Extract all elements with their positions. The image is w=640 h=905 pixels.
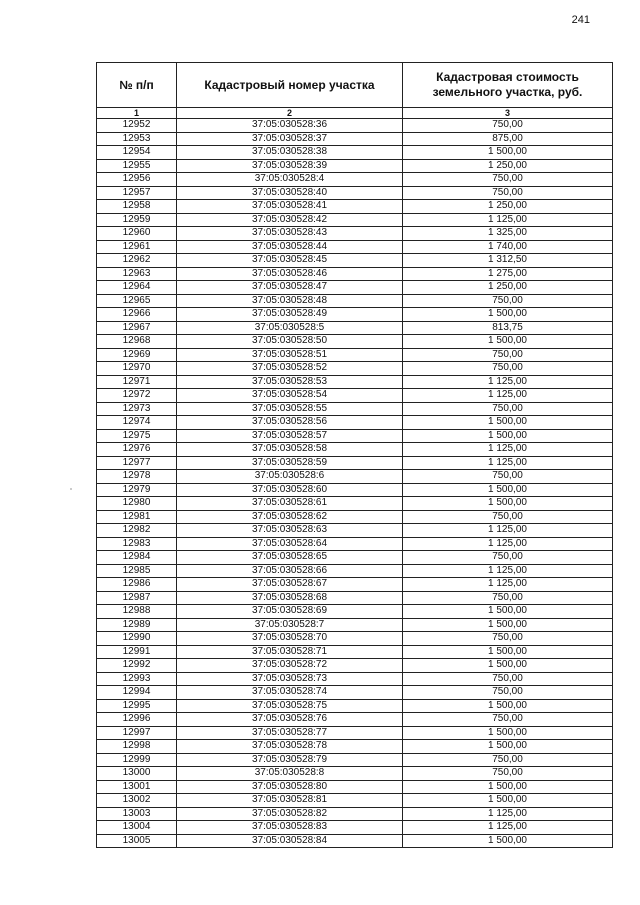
cadastral-value-cell: 750,00	[403, 173, 613, 187]
cadastral-table	[96, 62, 613, 848]
row-index-cell: 12955	[97, 159, 177, 173]
table-row	[97, 470, 613, 484]
cadastral-value-cell: 1 500,00	[403, 497, 613, 511]
cadastral-number-cell: 37:05:030528:43	[177, 227, 403, 241]
cadastral-value-cell: 750,00	[403, 362, 613, 376]
cadastral-number-cell: 37:05:030528:82	[177, 807, 403, 821]
cadastral-number-cell: 37:05:030528:80	[177, 780, 403, 794]
cadastral-number-cell: 37:05:030528:64	[177, 537, 403, 551]
table-row	[97, 699, 613, 713]
row-index-cell: 12998	[97, 740, 177, 754]
cadastral-number-cell: 37:05:030528:76	[177, 713, 403, 727]
cadastral-number-cell: 37:05:030528:46	[177, 267, 403, 281]
table-row	[97, 429, 613, 443]
table-row	[97, 483, 613, 497]
cadastral-number-cell: 37:05:030528:83	[177, 821, 403, 835]
table-row	[97, 213, 613, 227]
cadastral-number-cell: 37:05:030528:57	[177, 429, 403, 443]
cadastral-value-cell: 1 740,00	[403, 240, 613, 254]
table-row	[97, 780, 613, 794]
cadastral-number-cell: 37:05:030528:45	[177, 254, 403, 268]
row-index-cell: 12953	[97, 132, 177, 146]
cadastral-value-cell: 1 500,00	[403, 659, 613, 673]
table-row	[97, 632, 613, 646]
page-number: 241	[571, 14, 590, 26]
table-row	[97, 551, 613, 565]
cadastral-number-cell: 37:05:030528:66	[177, 564, 403, 578]
cadastral-value-cell: 1 500,00	[403, 335, 613, 349]
scan-speck	[70, 488, 72, 490]
row-index-cell: 12997	[97, 726, 177, 740]
cadastral-value-cell: 1 250,00	[403, 159, 613, 173]
cadastral-value-cell: 1 125,00	[403, 443, 613, 457]
table-row	[97, 713, 613, 727]
cadastral-number-cell: 37:05:030528:70	[177, 632, 403, 646]
cadastral-value-cell: 1 500,00	[403, 618, 613, 632]
table-row	[97, 537, 613, 551]
row-index-cell: 12957	[97, 186, 177, 200]
cadastral-value-cell: 1 312,50	[403, 254, 613, 268]
table-row	[97, 605, 613, 619]
row-index-cell: 12966	[97, 308, 177, 322]
row-index-cell: 12971	[97, 375, 177, 389]
cadastral-number-cell: 37:05:030528:5	[177, 321, 403, 335]
cadastral-value-cell: 750,00	[403, 767, 613, 781]
table-row	[97, 767, 613, 781]
row-index-cell: 12964	[97, 281, 177, 295]
cadastral-number-cell: 37:05:030528:69	[177, 605, 403, 619]
row-index-cell: 12974	[97, 416, 177, 430]
cadastral-value-cell: 1 125,00	[403, 375, 613, 389]
cadastral-number-cell: 37:05:030528:50	[177, 335, 403, 349]
table-row	[97, 335, 613, 349]
row-index-cell: 12970	[97, 362, 177, 376]
row-index-cell: 12987	[97, 591, 177, 605]
table-row	[97, 497, 613, 511]
table-row	[97, 227, 613, 241]
row-index-cell: 12958	[97, 200, 177, 214]
cadastral-number-cell: 37:05:030528:59	[177, 456, 403, 470]
table-row	[97, 794, 613, 808]
cadastral-value-cell: 1 500,00	[403, 429, 613, 443]
table-row	[97, 200, 613, 214]
cadastral-number-cell: 37:05:030528:65	[177, 551, 403, 565]
cadastral-number-cell: 37:05:030528:41	[177, 200, 403, 214]
row-index-cell: 12961	[97, 240, 177, 254]
table-row	[97, 591, 613, 605]
row-index-cell: 12980	[97, 497, 177, 511]
table-row	[97, 807, 613, 821]
table-row	[97, 308, 613, 322]
cadastral-value-cell: 1 125,00	[403, 456, 613, 470]
cadastral-number-cell: 37:05:030528:81	[177, 794, 403, 808]
table-row	[97, 348, 613, 362]
row-index-cell: 12952	[97, 119, 177, 133]
table-row	[97, 456, 613, 470]
row-index-cell: 12956	[97, 173, 177, 187]
table-row	[97, 375, 613, 389]
row-index-cell: 12989	[97, 618, 177, 632]
cadastral-value-cell: 1 500,00	[403, 308, 613, 322]
column-number: 1	[97, 108, 177, 119]
table-row	[97, 294, 613, 308]
table-row	[97, 132, 613, 146]
row-index-cell: 12969	[97, 348, 177, 362]
cadastral-value-cell: 1 500,00	[403, 699, 613, 713]
row-index-cell: 12976	[97, 443, 177, 457]
cadastral-number-cell: 37:05:030528:8	[177, 767, 403, 781]
cadastral-number-cell: 37:05:030528:7	[177, 618, 403, 632]
row-index-cell: 12981	[97, 510, 177, 524]
table-row	[97, 240, 613, 254]
cadastral-value-cell: 1 125,00	[403, 821, 613, 835]
table-row	[97, 672, 613, 686]
cadastral-value-cell: 750,00	[403, 551, 613, 565]
cadastral-value-cell: 875,00	[403, 132, 613, 146]
cadastral-value-cell: 750,00	[403, 294, 613, 308]
cadastral-value-cell: 750,00	[403, 510, 613, 524]
row-index-cell: 12960	[97, 227, 177, 241]
table-row	[97, 578, 613, 592]
cadastral-value-cell: 1 500,00	[403, 794, 613, 808]
table-row	[97, 524, 613, 538]
table-row	[97, 173, 613, 187]
cadastral-number-cell: 37:05:030528:48	[177, 294, 403, 308]
cadastral-number-cell: 37:05:030528:49	[177, 308, 403, 322]
cadastral-value-cell: 1 275,00	[403, 267, 613, 281]
row-index-cell: 12991	[97, 645, 177, 659]
table-row	[97, 267, 613, 281]
table-row	[97, 645, 613, 659]
table-row	[97, 834, 613, 848]
cadastral-value-cell: 1 125,00	[403, 578, 613, 592]
table-row	[97, 159, 613, 173]
table-row	[97, 321, 613, 335]
cadastral-number-cell: 37:05:030528:79	[177, 753, 403, 767]
row-index-cell: 12954	[97, 146, 177, 160]
cadastral-value-cell: 750,00	[403, 348, 613, 362]
cadastral-value-cell: 1 250,00	[403, 281, 613, 295]
row-index-cell: 12962	[97, 254, 177, 268]
cadastral-value-cell: 750,00	[403, 186, 613, 200]
cadastral-number-cell: 37:05:030528:75	[177, 699, 403, 713]
row-index-cell: 12973	[97, 402, 177, 416]
row-index-cell: 12994	[97, 686, 177, 700]
cadastral-number-cell: 37:05:030528:42	[177, 213, 403, 227]
cadastral-number-cell: 37:05:030528:74	[177, 686, 403, 700]
cadastral-number-cell: 37:05:030528:61	[177, 497, 403, 511]
cadastral-value-cell: 1 500,00	[403, 834, 613, 848]
cadastral-value-cell: 1 125,00	[403, 537, 613, 551]
row-index-cell: 12985	[97, 564, 177, 578]
cadastral-number-cell: 37:05:030528:53	[177, 375, 403, 389]
table-row	[97, 402, 613, 416]
row-index-cell: 12968	[97, 335, 177, 349]
cadastral-number-cell: 37:05:030528:72	[177, 659, 403, 673]
table-row	[97, 254, 613, 268]
row-index-cell: 12982	[97, 524, 177, 538]
row-index-cell: 12972	[97, 389, 177, 403]
row-index-cell: 12986	[97, 578, 177, 592]
cadastral-number-cell: 37:05:030528:39	[177, 159, 403, 173]
cadastral-value-cell: 1 325,00	[403, 227, 613, 241]
row-index-cell: 13005	[97, 834, 177, 848]
cadastral-value-cell: 1 500,00	[403, 146, 613, 160]
row-index-cell: 12979	[97, 483, 177, 497]
cadastral-value-cell: 1 500,00	[403, 605, 613, 619]
cadastral-number-cell: 37:05:030528:54	[177, 389, 403, 403]
row-index-cell: 12988	[97, 605, 177, 619]
cadastral-value-cell: 1 125,00	[403, 524, 613, 538]
row-index-cell: 13002	[97, 794, 177, 808]
row-index-cell: 12990	[97, 632, 177, 646]
row-index-cell: 13000	[97, 767, 177, 781]
cadastral-value-cell: 750,00	[403, 713, 613, 727]
cadastral-number-cell: 37:05:030528:63	[177, 524, 403, 538]
table-row	[97, 281, 613, 295]
cadastral-number-cell: 37:05:030528:68	[177, 591, 403, 605]
cadastral-number-cell: 37:05:030528:67	[177, 578, 403, 592]
table-row	[97, 146, 613, 160]
cadastral-number-cell: 37:05:030528:44	[177, 240, 403, 254]
column-number: 3	[403, 108, 613, 119]
cadastral-number-cell: 37:05:030528:51	[177, 348, 403, 362]
cadastral-value-cell: 750,00	[403, 672, 613, 686]
cadastral-number-cell: 37:05:030528:71	[177, 645, 403, 659]
row-index-cell: 12983	[97, 537, 177, 551]
row-index-cell: 12996	[97, 713, 177, 727]
cadastral-value-cell: 1 500,00	[403, 780, 613, 794]
table-row	[97, 686, 613, 700]
row-index-cell: 12965	[97, 294, 177, 308]
cadastral-value-cell: 1 125,00	[403, 564, 613, 578]
cadastral-number-cell: 37:05:030528:84	[177, 834, 403, 848]
cadastral-value-cell: 1 125,00	[403, 213, 613, 227]
row-index-cell: 12975	[97, 429, 177, 443]
cadastral-value-cell: 1 500,00	[403, 726, 613, 740]
cadastral-value-cell: 1 500,00	[403, 645, 613, 659]
cadastral-value-cell: 1 125,00	[403, 807, 613, 821]
header-cadastral-value: Кадастровая стоимость земельного участка, руб.	[403, 63, 613, 108]
cadastral-number-cell: 37:05:030528:73	[177, 672, 403, 686]
cadastral-value-cell: 750,00	[403, 753, 613, 767]
table-row	[97, 510, 613, 524]
row-index-cell: 12999	[97, 753, 177, 767]
cadastral-number-cell: 37:05:030528:78	[177, 740, 403, 754]
cadastral-number-cell: 37:05:030528:77	[177, 726, 403, 740]
table-row	[97, 564, 613, 578]
table-row	[97, 362, 613, 376]
cadastral-value-cell: 750,00	[403, 470, 613, 484]
table-body	[97, 119, 613, 848]
row-index-cell: 12977	[97, 456, 177, 470]
cadastral-number-cell: 37:05:030528:55	[177, 402, 403, 416]
table-row	[97, 186, 613, 200]
table-row	[97, 389, 613, 403]
cadastral-number-cell: 37:05:030528:62	[177, 510, 403, 524]
table-row	[97, 726, 613, 740]
row-index-cell: 12967	[97, 321, 177, 335]
cadastral-number-cell: 37:05:030528:38	[177, 146, 403, 160]
row-index-cell: 13004	[97, 821, 177, 835]
cadastral-number-cell: 37:05:030528:58	[177, 443, 403, 457]
cadastral-number-cell: 37:05:030528:52	[177, 362, 403, 376]
column-number: 2	[177, 108, 403, 119]
row-index-cell: 13003	[97, 807, 177, 821]
cadastral-value-cell: 750,00	[403, 686, 613, 700]
cadastral-value-cell: 1 500,00	[403, 416, 613, 430]
cadastral-number-cell: 37:05:030528:40	[177, 186, 403, 200]
header-cadastral-number: Кадастровый номер участка	[177, 63, 403, 108]
row-index-cell: 12959	[97, 213, 177, 227]
table-row	[97, 740, 613, 754]
row-index-cell: 12984	[97, 551, 177, 565]
header-index: № п/п	[97, 63, 177, 108]
table-row	[97, 416, 613, 430]
cadastral-value-cell: 1 250,00	[403, 200, 613, 214]
table-row	[97, 821, 613, 835]
table-row	[97, 119, 613, 133]
row-index-cell: 12992	[97, 659, 177, 673]
row-index-cell: 12978	[97, 470, 177, 484]
cadastral-value-cell: 1 125,00	[403, 389, 613, 403]
row-index-cell: 12963	[97, 267, 177, 281]
table-row	[97, 659, 613, 673]
cadastral-value-cell: 750,00	[403, 402, 613, 416]
cadastral-value-cell: 750,00	[403, 119, 613, 133]
header-row	[97, 63, 613, 108]
row-index-cell: 12995	[97, 699, 177, 713]
cadastral-value-cell: 1 500,00	[403, 740, 613, 754]
cadastral-number-cell: 37:05:030528:60	[177, 483, 403, 497]
row-index-cell: 13001	[97, 780, 177, 794]
table-row	[97, 618, 613, 632]
row-index-cell: 12993	[97, 672, 177, 686]
cadastral-number-cell: 37:05:030528:4	[177, 173, 403, 187]
cadastral-value-cell: 750,00	[403, 591, 613, 605]
cadastral-value-cell: 1 500,00	[403, 483, 613, 497]
cadastral-number-cell: 37:05:030528:36	[177, 119, 403, 133]
cadastral-value-cell: 813,75	[403, 321, 613, 335]
cadastral-number-cell: 37:05:030528:47	[177, 281, 403, 295]
cadastral-value-cell: 750,00	[403, 632, 613, 646]
table-row	[97, 753, 613, 767]
cadastral-number-cell: 37:05:030528:37	[177, 132, 403, 146]
column-number-row	[97, 108, 613, 119]
cadastral-number-cell: 37:05:030528:56	[177, 416, 403, 430]
cadastral-number-cell: 37:05:030528:6	[177, 470, 403, 484]
table-row	[97, 443, 613, 457]
cadastral-table-container	[96, 62, 613, 848]
